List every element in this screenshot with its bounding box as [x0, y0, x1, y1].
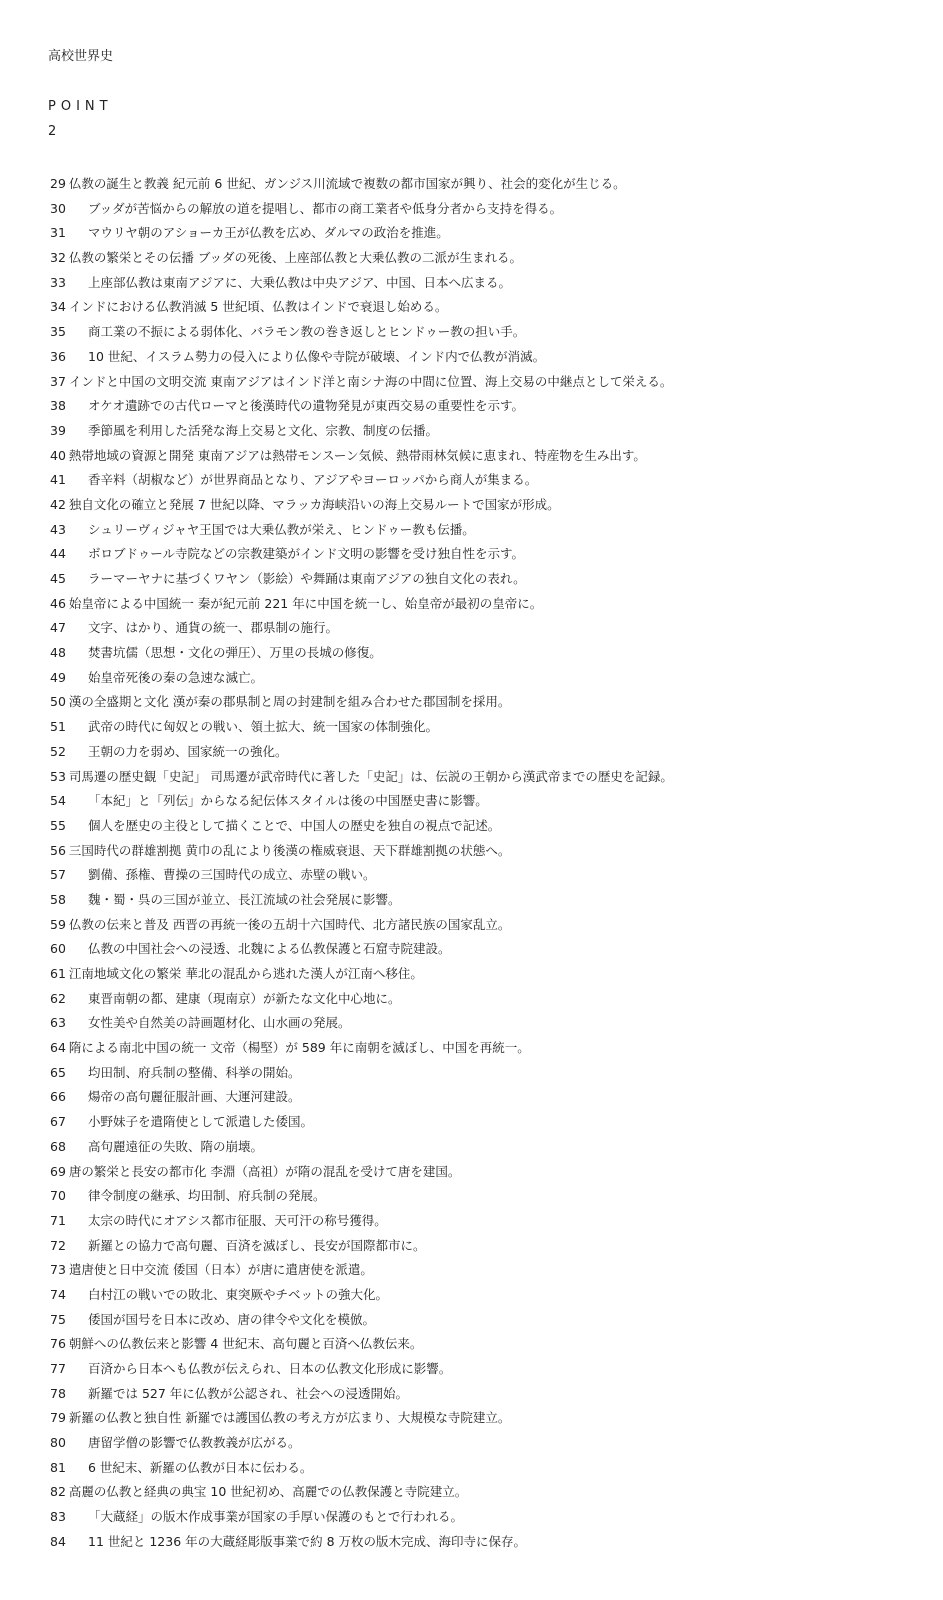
list-item — [50, 1209, 930, 1234]
line-number: 32 — [50, 250, 66, 266]
line-number: 81 — [50, 1459, 66, 1475]
subject-title: 高校世界史 — [48, 49, 114, 64]
topic-title: 熱帯地域の資源と開発 — [68, 447, 194, 463]
list-item — [50, 1135, 930, 1160]
line-text: 劉備、孫権、曹操の三国時代の成立、赤壁の戦い。 — [88, 867, 376, 883]
line-text: ラーマーヤナに基づくワヤン（影絵）や舞踊は東南アジアの独自文化の表れ。 — [88, 571, 526, 586]
list-item — [50, 1110, 930, 1135]
topic-title: 三国時代の群雄割拠 — [68, 842, 182, 858]
line-number: 70 — [50, 1188, 66, 1204]
line-text: 秦が紀元前 221 年に中国を統一し、始皇帝が最初の皇帝に。 — [197, 595, 543, 611]
list-item — [50, 1011, 930, 1036]
line-text: 商工業の不振による弱体化、バラモン教の巻き返しとヒンドゥー教の担い手。 — [88, 324, 526, 340]
list-item — [50, 444, 930, 469]
line-text: 女性美や自然美の詩画題材化、山水画の発展。 — [88, 1015, 351, 1031]
line-text: 10 世紀初め、高麗での仏教保護と寺院建立。 — [210, 1484, 468, 1500]
line-number: 62 — [50, 990, 66, 1006]
line-number: 55 — [50, 817, 66, 833]
line-text: 個人を歴史の主役として描くことで、中国人の歴史を独自の視点で記述。 — [88, 817, 501, 833]
line-number: 52 — [50, 743, 66, 759]
list-item — [50, 1258, 930, 1283]
point-number: 2 — [48, 124, 57, 139]
list-item — [50, 1234, 930, 1259]
line-text: 華北の混乱から逃れた漢人が江南へ移住。 — [185, 966, 423, 981]
line-text: ブッダが苦悩からの解放の道を提唱し、都市の商工業者や低身分者から支持を得る。 — [88, 200, 563, 216]
line-number: 38 — [50, 398, 66, 414]
line-number: 67 — [50, 1114, 66, 1130]
line-text: 季節風を利用した活発な海上交易と文化、宗教、制度の伝播。 — [88, 422, 439, 438]
point-label: POINT — [48, 99, 113, 114]
line-number: 79 — [50, 1410, 66, 1426]
line-text: シュリーヴィジャヤ王国では大乗仏教が栄え、ヒンドゥー教も伝播。 — [88, 521, 475, 537]
line-text: 紀元前 6 世紀、ガンジス川流域で複数の都市国家が興り、社会的変化が生じる。 — [172, 176, 626, 191]
line-text: 唐留学僧の影響で仏教教義が広がる。 — [88, 1435, 301, 1451]
topic-title: 司馬遷の歴史観「史記」 — [68, 768, 207, 784]
line-text: 仏教の中国社会への浸透、北魏による仏教保護と石窟寺院建設。 — [88, 941, 451, 957]
list-item — [50, 1332, 930, 1357]
line-text: 高句麗遠征の失敗、隋の崩壊。 — [88, 1138, 264, 1154]
list-item — [50, 690, 930, 715]
line-number: 77 — [50, 1361, 66, 1376]
line-number: 68 — [50, 1138, 66, 1154]
list-item — [50, 1456, 930, 1481]
line-number: 40 — [50, 447, 66, 463]
line-number: 53 — [50, 768, 66, 784]
line-number: 48 — [50, 645, 66, 661]
list-item — [50, 221, 930, 246]
list-item — [50, 987, 930, 1012]
line-text: オケオ遺跡での古代ローマと後漢時代の遺物発見が東西交易の重要性を示す。 — [88, 398, 525, 414]
line-text: 律令制度の継承、均田制、府兵制の発展。 — [88, 1188, 326, 1204]
list-item — [50, 592, 930, 617]
line-text: 東南アジアはインド洋と南シナ海の中間に位置、海上交易の中継点として栄える。 — [210, 373, 673, 389]
list-item — [50, 1530, 930, 1555]
line-number: 73 — [50, 1262, 66, 1278]
line-text: 4 世紀末、高句麗と百済へ仏教伝来。 — [210, 1336, 423, 1352]
list-item — [50, 172, 930, 197]
topic-title: 高麗の仏教と経典の典宝 — [68, 1484, 207, 1500]
line-text: 上座部仏教は東南アジアに、大乗仏教は中央アジア、中国、日本へ広まる。 — [88, 274, 512, 290]
list-item — [50, 518, 930, 543]
line-text: 太宗の時代にオアシス都市征服、天可汗の称号獲得。 — [88, 1212, 387, 1228]
list-item — [50, 1308, 930, 1333]
topic-title: 仏教の繁栄とその伝播 — [68, 250, 194, 266]
line-text: 文字、はかり、通貨の統一、郡県制の施行。 — [88, 620, 339, 636]
line-text: 王朝の力を弱め、国家統一の強化。 — [88, 743, 288, 759]
line-number: 74 — [50, 1286, 66, 1302]
line-number: 60 — [50, 941, 66, 957]
line-number: 35 — [50, 324, 66, 340]
topic-title: 隋による南北中国の統一 — [68, 1040, 207, 1056]
list-item — [50, 320, 930, 345]
line-text: 「大蔵経」の版木作成事業が国家の手厚い保護のもとで行われる。 — [88, 1509, 464, 1525]
line-number: 50 — [50, 694, 66, 710]
line-number: 41 — [50, 472, 66, 488]
list-item — [50, 814, 930, 839]
topic-title: 朝鮮への仏教伝来と影響 — [68, 1336, 207, 1352]
line-number: 49 — [50, 669, 66, 685]
list-item — [50, 246, 930, 271]
list-item — [50, 1283, 930, 1308]
line-number: 54 — [50, 793, 66, 809]
list-item — [50, 1085, 930, 1110]
topic-title: 遣唐使と日中交流 — [68, 1262, 169, 1278]
list-item — [50, 863, 930, 888]
line-text: 漢が秦の郡県制と周の封建制を組み合わせた郡国制を採用。 — [172, 694, 511, 710]
line-number: 45 — [50, 571, 66, 586]
topic-title: 漢の全盛期と文化 — [68, 694, 169, 710]
line-text: 新羅では護国仏教の考え方が広まり、大規模な寺院建立。 — [185, 1410, 511, 1426]
line-text: 新羅との協力で高句麗、百済を滅ぼし、長安が国際都市に。 — [88, 1237, 426, 1253]
line-text: 5 世紀頃、仏教はインドで衰退し始める。 — [210, 299, 448, 315]
topic-title: 仏教の伝来と普及 — [68, 916, 169, 932]
list-item — [50, 1160, 930, 1185]
line-number: 34 — [50, 299, 66, 315]
list-item — [50, 641, 930, 666]
line-text: 李淵（高祖）が隋の混乱を受けて唐を建国。 — [210, 1163, 461, 1179]
list-item — [50, 1061, 930, 1086]
line-number: 44 — [50, 546, 66, 562]
line-number: 66 — [50, 1089, 66, 1105]
line-number: 80 — [50, 1435, 66, 1451]
line-text: 11 世紀と 1236 年の大蔵経彫版事業で約 8 万枚の版木完成、海印寺に保存。 — [88, 1533, 527, 1549]
line-text: 黄巾の乱により後漢の権威衰退、天下群雄割拠の状態へ。 — [185, 842, 511, 858]
line-number: 82 — [50, 1484, 66, 1500]
line-text: 香辛料（胡椒など）が世界商品となり、アジアやヨーロッパから商人が集まる。 — [88, 472, 538, 488]
list-item — [50, 888, 930, 913]
list-item — [50, 542, 930, 567]
list-item — [50, 839, 930, 864]
line-number: 47 — [50, 620, 66, 636]
list-item — [50, 419, 930, 444]
list-item — [50, 962, 930, 987]
line-number: 43 — [50, 521, 66, 537]
list-item — [50, 271, 930, 296]
list-item — [50, 468, 930, 493]
line-text: 均田制、府兵制の整備、科挙の開始。 — [88, 1064, 301, 1080]
line-text: 「本紀」と「列伝」からなる紀伝体スタイルは後の中国歴史書に影響。 — [88, 793, 488, 809]
line-number: 78 — [50, 1385, 66, 1401]
topic-title: 江南地域文化の繁栄 — [68, 966, 182, 981]
list-item — [50, 1480, 930, 1505]
line-text: 百済から日本へも仏教が伝えられ、日本の仏教文化形成に影響。 — [88, 1361, 452, 1376]
line-number: 29 — [50, 176, 66, 191]
line-text: ボロブドゥール寺院などの宗教建築がインド文明の影響を受け独自性を示す。 — [88, 546, 524, 562]
line-number: 37 — [50, 373, 66, 389]
list-item — [50, 370, 930, 395]
line-number: 61 — [50, 966, 66, 981]
line-number: 72 — [50, 1237, 66, 1253]
topic-title: インドにおける仏教消滅 — [68, 299, 207, 315]
list-item — [50, 1431, 930, 1456]
line-text: 東南アジアは熱帯モンスーン気候、熱帯雨林気候に恵まれ、特産物を生み出す。 — [197, 447, 646, 463]
line-number: 84 — [50, 1533, 66, 1549]
list-item — [50, 1406, 930, 1431]
line-number: 75 — [50, 1311, 66, 1327]
line-number: 71 — [50, 1212, 66, 1228]
line-text: 7 世紀以降、マラッカ海峡沿いの海上交易ルートで国家が形成。 — [197, 496, 560, 512]
list-item — [50, 913, 930, 938]
topic-title: 始皇帝による中国統一 — [68, 595, 194, 611]
line-text: 文帝（楊堅）が 589 年に南朝を滅ぼし、中国を再統一。 — [210, 1040, 530, 1056]
line-number: 30 — [50, 200, 66, 216]
topic-title: インドと中国の文明交流 — [68, 373, 207, 389]
list-item — [50, 493, 930, 518]
line-number: 83 — [50, 1509, 66, 1525]
list-item — [50, 1505, 930, 1530]
line-number: 42 — [50, 496, 66, 512]
topic-title: 唐の繁栄と長安の都市化 — [68, 1163, 207, 1179]
list-item — [50, 1036, 930, 1061]
topic-title: 仏教の誕生と教義 — [68, 176, 169, 191]
line-text: 倭国が国号を日本に改め、唐の律令や文化を模倣。 — [88, 1311, 376, 1327]
list-item — [50, 715, 930, 740]
list-item — [50, 937, 930, 962]
line-text: 新羅では 527 年に仏教が公認され、社会への浸透開始。 — [88, 1385, 409, 1401]
line-number: 63 — [50, 1015, 66, 1031]
line-number: 36 — [50, 348, 66, 364]
line-text: 司馬遷が武帝時代に著した「史記」は、伝説の王朝から漢武帝までの歴史を記録。 — [210, 768, 673, 784]
list-item — [50, 765, 930, 790]
line-text: 魏・蜀・呉の三国が並立、長江流域の社会発展に影響。 — [88, 891, 401, 907]
line-text: 西晋の再統一後の五胡十六国時代、北方諸民族の国家乱立。 — [172, 916, 511, 932]
line-text: ブッダの死後、上座部仏教と大乗仏教の二派が生まれる。 — [197, 250, 523, 266]
list-item — [50, 789, 930, 814]
line-text: 6 世紀末、新羅の仏教が日本に伝わる。 — [88, 1459, 313, 1475]
topic-title: 新羅の仏教と独自性 — [68, 1410, 182, 1426]
list-item — [50, 740, 930, 765]
line-number: 57 — [50, 867, 66, 883]
line-number: 51 — [50, 719, 66, 735]
line-number: 56 — [50, 842, 66, 858]
list-item — [50, 394, 930, 419]
list-item — [50, 1184, 930, 1209]
list-item — [50, 1357, 930, 1382]
line-text: 焚書坑儒（思想・文化の弾圧）、万里の長城の修復。 — [88, 645, 382, 661]
line-number: 59 — [50, 916, 66, 932]
line-text: 東晋南朝の都、建康（現南京）が新たな文化中心地に。 — [88, 990, 401, 1006]
line-number: 58 — [50, 891, 66, 907]
line-number: 46 — [50, 595, 66, 611]
line-number: 69 — [50, 1163, 66, 1179]
list-item — [50, 197, 930, 222]
list-item — [50, 345, 930, 370]
line-number: 39 — [50, 422, 66, 438]
line-number: 76 — [50, 1336, 66, 1352]
list-item — [50, 666, 930, 691]
line-number: 33 — [50, 274, 66, 290]
line-number: 64 — [50, 1040, 66, 1056]
line-text: 倭国（日本）が唐に遣唐使を派遣。 — [172, 1262, 373, 1278]
line-text: 10 世紀、イスラム勢力の侵入により仏像や寺院が破壊、インド内で仏教が消滅。 — [88, 348, 546, 364]
list-item — [50, 616, 930, 641]
line-text: マウリヤ朝のアショーカ王が仏教を広め、ダルマの政治を推進。 — [88, 225, 449, 241]
line-number: 65 — [50, 1064, 66, 1080]
list-item — [50, 295, 930, 320]
line-text: 煬帝の高句麗征服計画、大運河建設。 — [88, 1089, 301, 1105]
topic-title: 独自文化の確立と発展 — [68, 496, 194, 512]
line-text: 武帝の時代に匈奴との戦い、領土拡大、統一国家の体制強化。 — [88, 719, 439, 735]
line-text: 始皇帝死後の秦の急速な滅亡。 — [88, 669, 264, 685]
line-number: 31 — [50, 225, 66, 241]
list-item — [50, 1382, 930, 1407]
note-list — [50, 172, 930, 1555]
line-text: 小野妹子を遣隋使として派遣した倭国。 — [88, 1114, 314, 1130]
line-text: 白村江の戦いでの敗北、東突厥やチベットの強大化。 — [88, 1286, 389, 1302]
list-item — [50, 567, 930, 592]
